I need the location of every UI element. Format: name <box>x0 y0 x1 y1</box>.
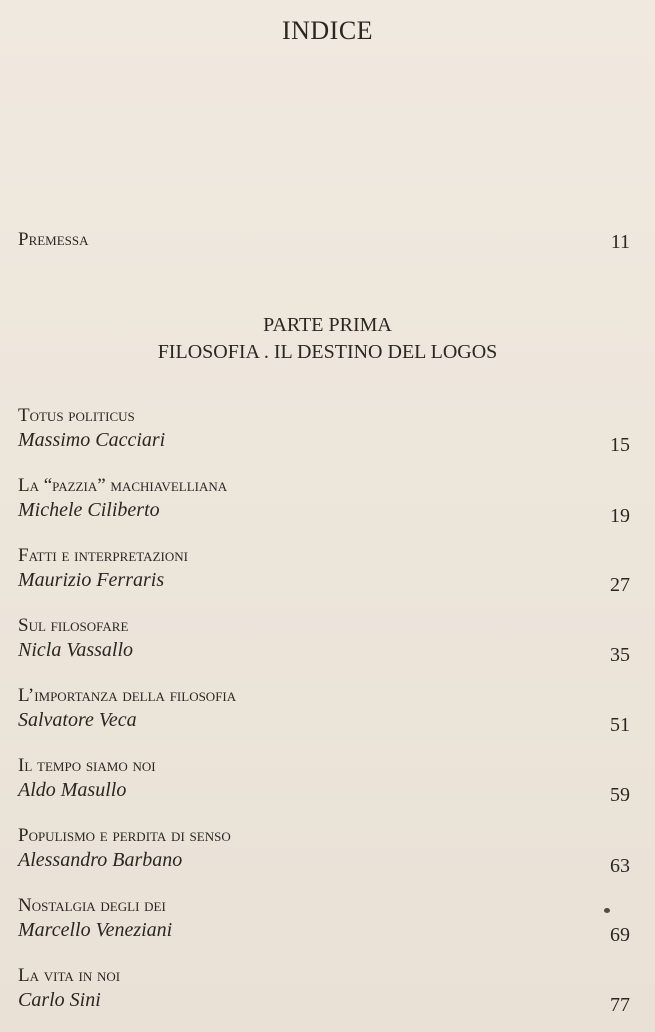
paper-spot <box>604 908 610 913</box>
entry-author: Salvatore Veca <box>18 709 137 731</box>
entry-title: Sul filosofare <box>18 615 129 636</box>
entry-page-number: 15 <box>610 434 630 456</box>
toc-entry <box>18 825 630 873</box>
entry-title: Il tempo siamo noi <box>18 755 156 776</box>
toc-entry-premessa <box>18 229 630 251</box>
toc-entry <box>18 405 630 453</box>
entry-title: Totus politicus <box>18 405 135 426</box>
toc-entry <box>18 475 630 523</box>
entry-page-number: 63 <box>610 855 630 877</box>
entry-title: La vita in noi <box>18 965 121 986</box>
entry-author: Alessandro Barbano <box>18 849 183 871</box>
entry-page-number: 69 <box>610 924 630 946</box>
entry-author: Aldo Masullo <box>18 779 127 801</box>
toc-entry <box>18 755 630 803</box>
entry-title: L’importanza della filosofia <box>18 685 237 706</box>
entry-author: Michele Ciliberto <box>18 499 160 521</box>
entry-page-number: 77 <box>610 994 630 1016</box>
entry-author: Nicla Vassallo <box>18 639 134 661</box>
part-heading: PARTE PRIMA <box>263 314 392 336</box>
entry-page-number: 19 <box>610 505 630 527</box>
entry-page-number: 59 <box>610 784 630 806</box>
toc-entry <box>18 615 630 663</box>
entry-title: Nostalgia degli dei <box>18 895 166 916</box>
toc-entry <box>18 545 630 593</box>
entry-title: Populismo e perdita di senso <box>18 825 231 846</box>
entry-author: Marcello Veneziani <box>18 919 173 941</box>
entry-author: Carlo Sini <box>18 989 101 1011</box>
entry-page-number: 11 <box>610 231 630 253</box>
entry-title: La “pazzia” machiavelliana <box>18 475 228 496</box>
entry-page-number: 27 <box>610 574 630 596</box>
entry-page-number: 51 <box>610 714 630 736</box>
toc-entry <box>18 685 630 733</box>
entry-page-number: 35 <box>610 644 630 666</box>
entry-author: Massimo Cacciari <box>18 429 166 451</box>
entry-author: Maurizio Ferraris <box>18 569 165 591</box>
part-subheading: FILOSOFIA . IL DESTINO DEL LOGOS <box>157 341 498 363</box>
toc-entry <box>18 965 630 1013</box>
page-title: INDICE <box>281 16 374 45</box>
toc-entry <box>18 895 630 943</box>
entry-title: Premessa <box>18 229 89 250</box>
entry-title: Fatti e interpretazioni <box>18 545 188 566</box>
